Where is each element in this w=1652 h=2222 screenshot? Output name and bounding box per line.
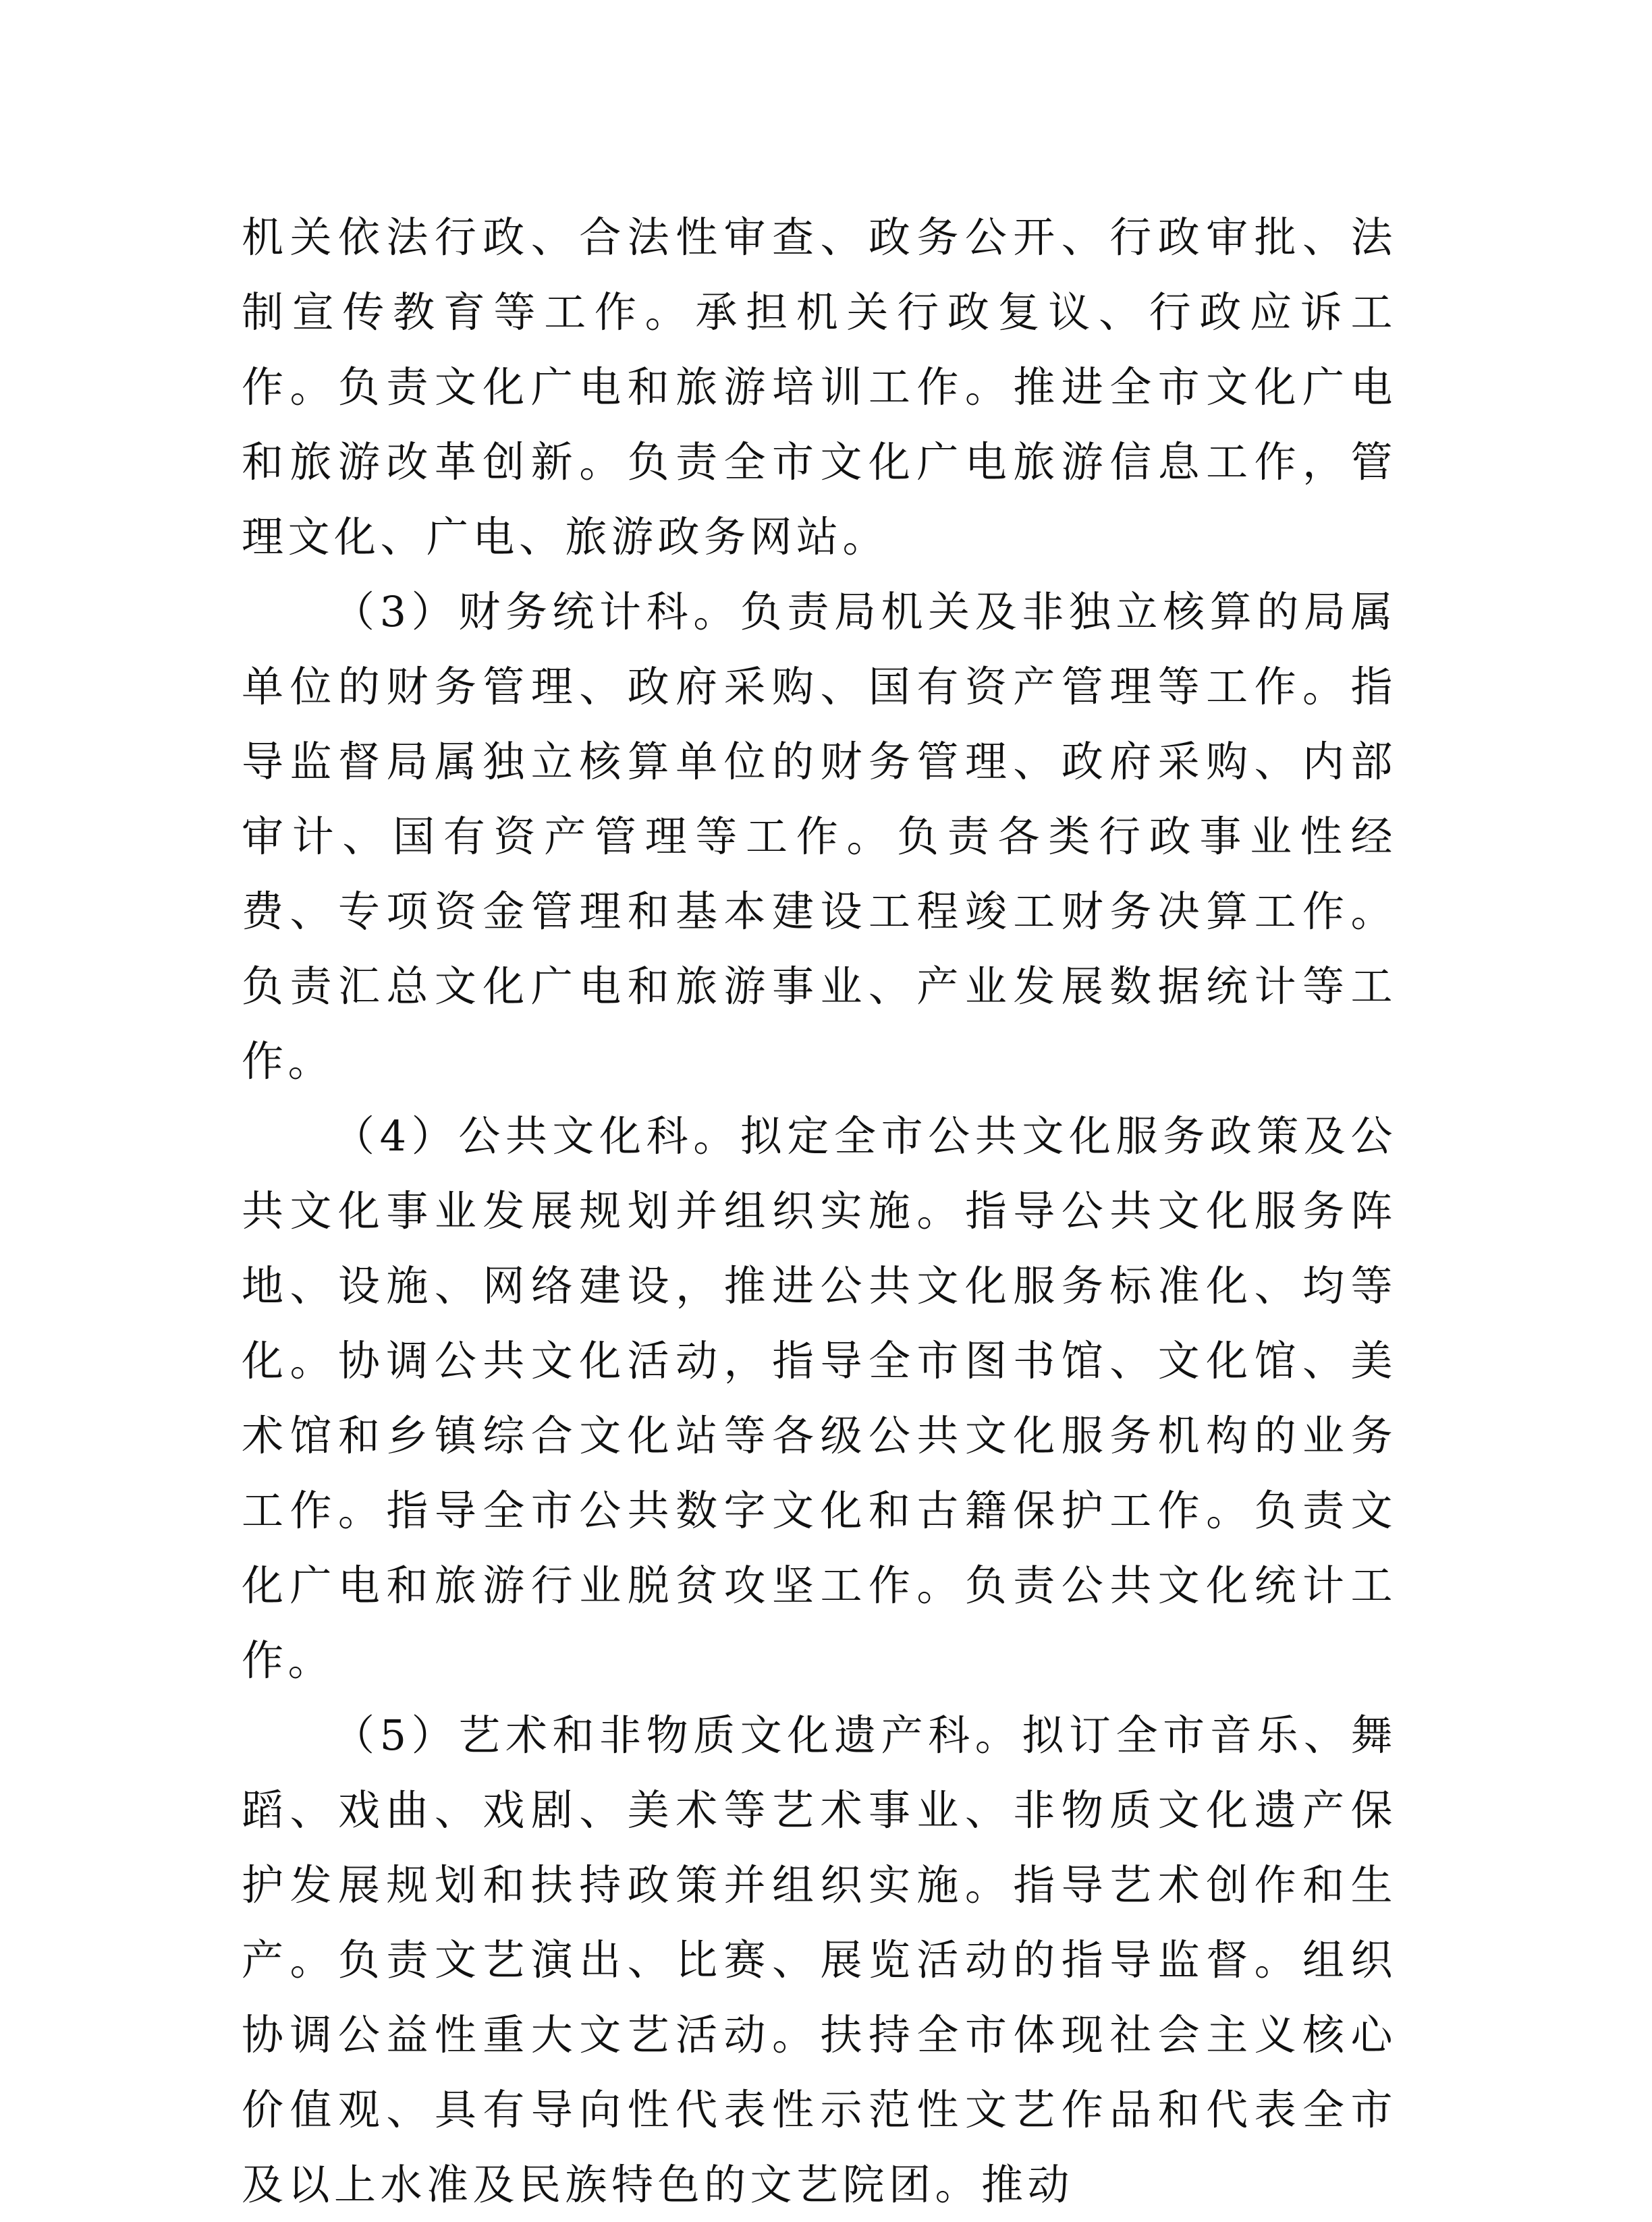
paragraph-continued: 机关依法行政、合法性审查、政务公开、行政审批、法制宣传教育等工作。承担机关行政复议、行政应诉工作。负责文化广电和旅游培训工作。推进全市文化广电和旅游改革创新。负责全市文化广电旅游信息工作，管理文化、广电、旅游政务网站。	[242, 213, 1397, 561]
paragraph-section-3: （3）财务统计科。负责局机关及非独立核算的局属单位的财务管理、政府采购、国有资产管理等工作。指导监督局属独立核算单位的财务管理、政府采购、内部审计、国有资产管理等工作。负责各类行政事业性经费、专项资金管理和基本建设工程竣工财务决算工作。负责汇总文化广电和旅游事业、产业发展数据统计等工作。	[242, 587, 1397, 1086]
paragraph-section-4: （4）公共文化科。拟定全市公共文化服务政策及公共文化事业发展规划并组织实施。指导公共文化服务阵地、设施、网络建设，推进公共文化服务标准化、均等化。协调公共文化活动，指导全市图书馆、文化馆、美术馆和乡镇综合文化站等各级公共文化服务机构的业务工作。指导全市公共数字文化和古籍保护工作。负责文化广电和旅游行业脱贫攻坚工作。负责公共文化统计工作。	[242, 1111, 1397, 1685]
document-body	[242, 200, 1397, 2222]
paragraph-section-5: （5）艺术和非物质文化遗产科。拟订全市音乐、舞蹈、戏曲、戏剧、美术等艺术事业、非物质文化遗产保护发展规划和扶持政策并组织实施。指导艺术创作和生产。负责文艺演出、比赛、展览活动的指导监督。组织协调公益性重大文艺活动。扶持全市体现社会主义核心价值观、具有导向性代表性示范性文艺作品和代表全市及以上水准及民族特色的文艺院团。推动	[242, 1711, 1397, 2209]
